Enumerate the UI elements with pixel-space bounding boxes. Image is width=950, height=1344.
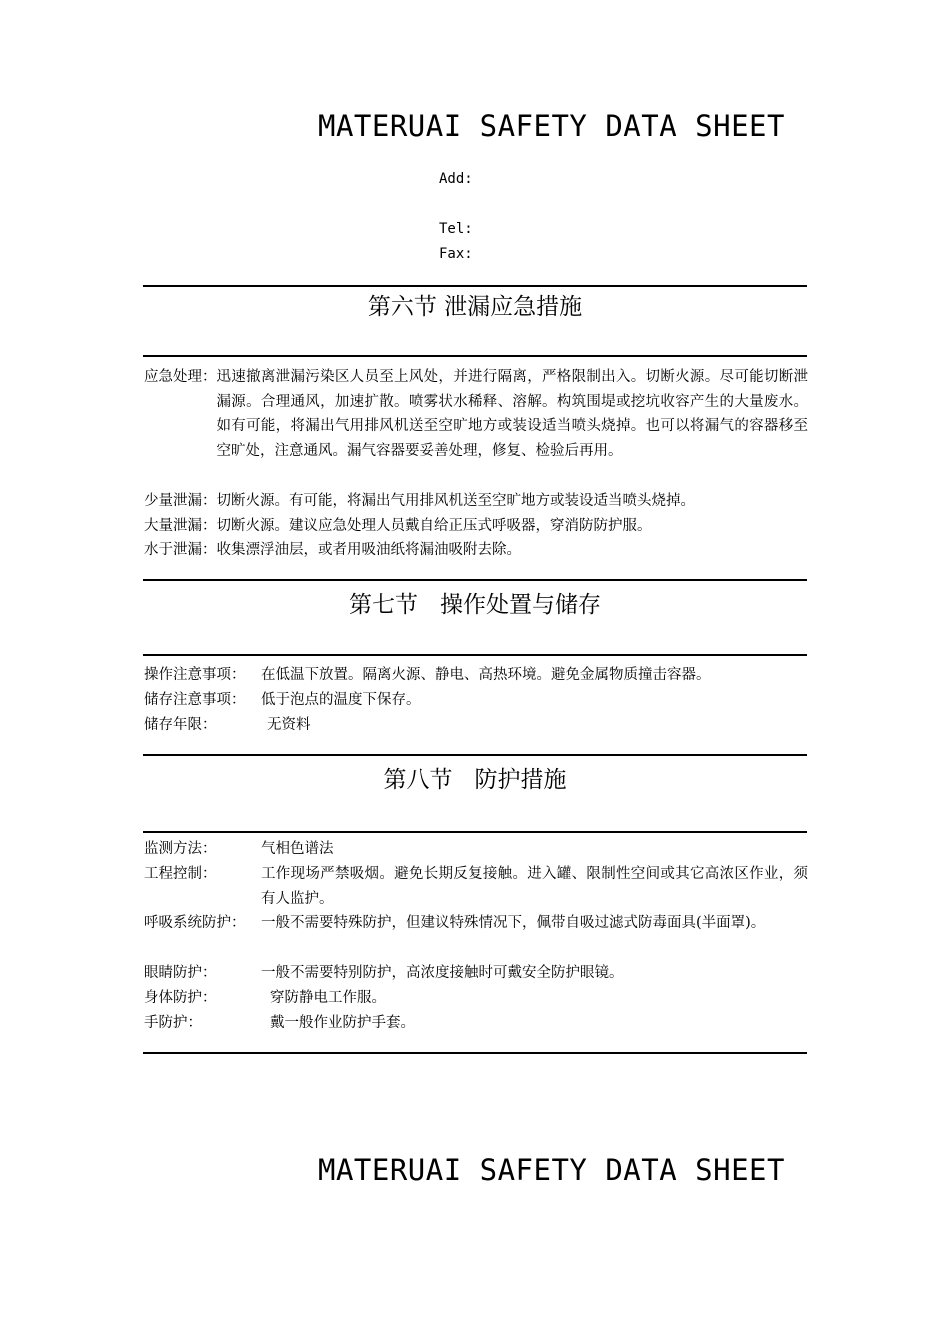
divider bbox=[143, 1052, 807, 1054]
row-text: 无资料 bbox=[267, 717, 311, 733]
row-label: 呼吸系统防护： bbox=[144, 915, 246, 931]
section-6-row-water-leak bbox=[144, 538, 808, 563]
row-text: 在低温下放置。隔离火源、静电、高热环境。避免金属物质撞击容器。 bbox=[261, 667, 711, 683]
row-label: 眼睛防护： bbox=[144, 965, 217, 981]
section-7-title: 第七节 操作处置与储存 bbox=[349, 592, 601, 618]
telephone-label: Tel: bbox=[439, 221, 473, 237]
row-text: 低于泡点的温度下保存。 bbox=[261, 692, 421, 708]
row-label: 手防护： bbox=[144, 1015, 202, 1031]
row-label: 监测方法： bbox=[144, 841, 217, 857]
section-8-row-monitoring bbox=[144, 837, 808, 862]
fax-label: Fax: bbox=[439, 246, 473, 262]
section-8-title: 第八节 防护措施 bbox=[383, 767, 567, 793]
row-label: 工程控制： bbox=[144, 866, 217, 882]
row-text: 切断火源。建议应急处理人员戴自给正压式呼吸器，穿消防防护服。 bbox=[216, 518, 652, 534]
section-7-row-handling bbox=[144, 663, 808, 688]
section-8-row-engineering bbox=[144, 862, 808, 911]
section-8-row-respiratory bbox=[144, 911, 808, 936]
row-text: 迅速撤离泄漏污染区人员至上风处，并进行隔离，严格限制出入。切断火源。尽可能切断泄漏源。合理通风，加速扩散。喷雾状水稀释、溶解。构筑围堤或挖坑收容产生的大量废水。如有可能，将漏出气用排风机送至空旷地方或装设适当喷头烧掉。也可以将漏气的容器移至空旷处，注意通风。漏气容器要妥善处理，修复、检验后再用。 bbox=[216, 369, 808, 459]
address-label: Add: bbox=[439, 171, 473, 187]
section-8-row-eye bbox=[144, 961, 808, 986]
divider bbox=[143, 654, 807, 656]
row-label: 储存注意事项： bbox=[144, 692, 246, 708]
row-text: 穿防静电工作服。 bbox=[270, 990, 386, 1006]
row-text: 一般不需要特殊防护，但建议特殊情况下，佩带自吸过滤式防毒面具(半面罩)。 bbox=[261, 915, 766, 931]
row-label: 应急处理： bbox=[144, 369, 217, 385]
divider bbox=[143, 579, 807, 581]
row-label: 水于泄漏： bbox=[144, 542, 217, 558]
section-6-title: 第六节 泄漏应急措施 bbox=[367, 294, 583, 320]
section-7-row-storage bbox=[144, 688, 808, 713]
document-title: MATERUAI SAFETY DATA SHEET bbox=[318, 109, 785, 143]
row-label: 身体防护： bbox=[144, 990, 217, 1006]
row-text: 收集漂浮油层，或者用吸油纸将漏油吸附去除。 bbox=[216, 542, 521, 558]
row-text: 气相色谱法 bbox=[261, 841, 334, 857]
divider bbox=[143, 754, 807, 756]
row-label: 储存年限： bbox=[144, 717, 217, 733]
divider bbox=[143, 285, 807, 287]
row-label: 少量泄漏： bbox=[144, 493, 217, 509]
section-8-row-hand bbox=[144, 1011, 808, 1036]
divider bbox=[143, 831, 807, 833]
section-8-row-body bbox=[144, 986, 808, 1011]
row-label: 大量泄漏： bbox=[144, 518, 217, 534]
row-text: 切断火源。有可能，将漏出气用排风机送至空旷地方或装设适当喷头烧掉。 bbox=[216, 493, 695, 509]
section-6-row-large-leak bbox=[144, 514, 808, 539]
row-text: 戴一般作业防护手套。 bbox=[270, 1015, 415, 1031]
section-7-row-shelf-life bbox=[144, 713, 808, 738]
row-text: 一般不需要特别防护，高浓度接触时可戴安全防护眼镜。 bbox=[261, 965, 624, 981]
divider bbox=[143, 355, 807, 357]
section-6-row-emergency bbox=[144, 365, 808, 463]
row-text: 工作现场严禁吸烟。避免长期反复接触。进入罐、限制性空间或其它高浓区作业，须有人监护。 bbox=[261, 866, 808, 907]
row-label: 操作注意事项： bbox=[144, 667, 246, 683]
section-6-row-small-leak bbox=[144, 489, 808, 514]
next-page-title: MATERUAI SAFETY DATA SHEET bbox=[318, 1153, 785, 1187]
